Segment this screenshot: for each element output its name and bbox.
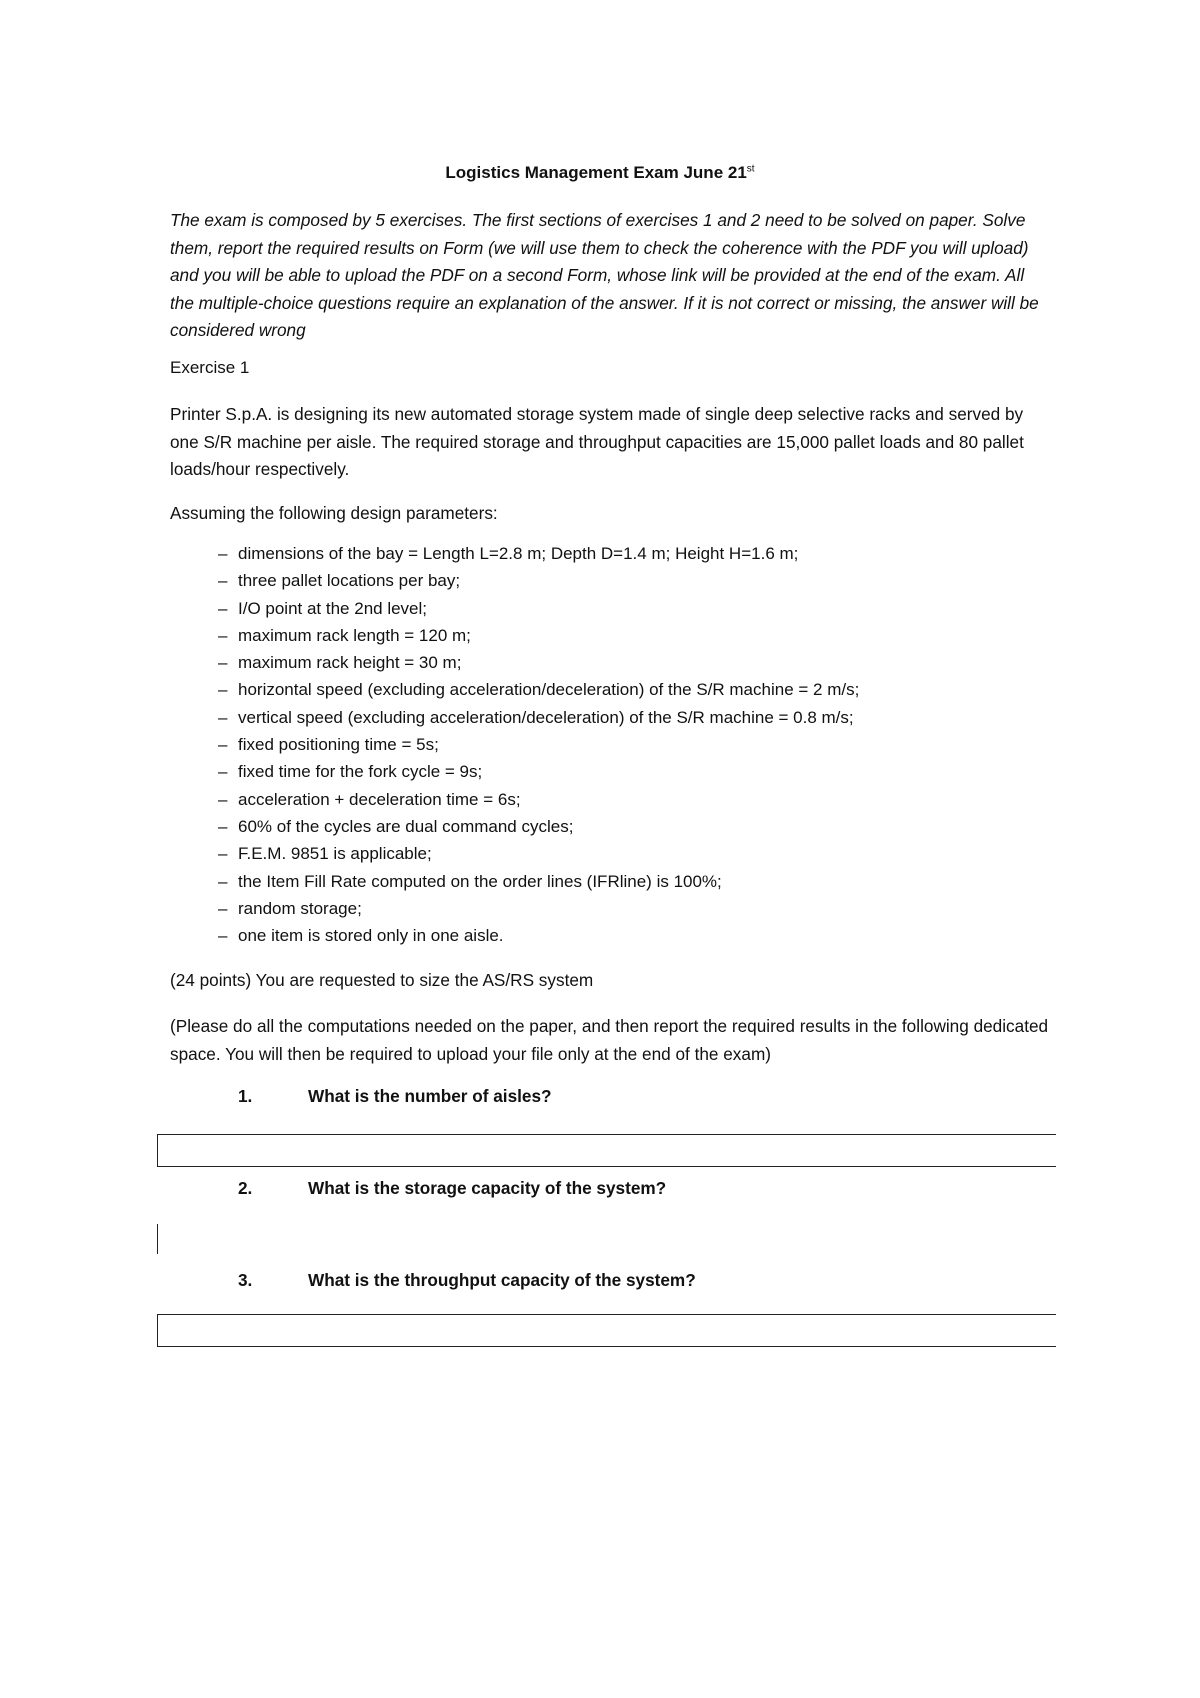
answer-field-1[interactable] xyxy=(157,1134,1056,1167)
dash-bullet: – xyxy=(218,544,228,563)
dash-bullet: – xyxy=(218,680,228,700)
dash-bullet: – xyxy=(218,871,228,891)
list-item: – one item is stored only in one aisle. xyxy=(170,922,1070,949)
answer-field-3[interactable] xyxy=(157,1314,1056,1347)
list-item: – acceleration + deceleration time = 6s; xyxy=(170,786,1070,813)
list-item: – maximum rack length = 120 m; xyxy=(170,622,1070,649)
list-item: – the Item Fill Rate computed on the order lines (IFRline) is 100%; xyxy=(170,868,1070,895)
scenario-paragraph: Printer S.p.A. is designing its new automated storage system made of single deep selective racks and served by one S/R machine per aisle. The required storage and throughput capacities are 15,000 pallet loads and 80 pallet loads/hour respectively. xyxy=(170,404,1024,479)
document-title: Logistics Management Exam June 21st xyxy=(445,163,755,182)
question-text: What is the throughput capacity of the system? xyxy=(308,1270,696,1290)
assumption-intro: Assuming the following design parameters: xyxy=(170,503,498,523)
dash-bullet: – xyxy=(218,789,228,809)
dash-bullet: – xyxy=(218,598,228,618)
list-item: – I/O point at the 2nd level; xyxy=(170,595,1070,622)
question-number: 2. xyxy=(238,1178,253,1198)
title-superscript: st xyxy=(746,163,755,175)
answer-field-2-edge[interactable] xyxy=(157,1224,158,1254)
list-item: – dimensions of the bay = Length L=2.8 m; Depth D=1.4 m; Height H=1.6 m; xyxy=(170,540,1070,567)
dash-bullet: – xyxy=(218,926,228,946)
dash-bullet: – xyxy=(218,707,228,727)
list-item: – fixed time for the fork cycle = 9s; xyxy=(170,758,1070,785)
list-item: – vertical speed (excluding acceleration/deceleration) of the S/R machine = 0.8 m/s; xyxy=(170,704,1070,731)
dash-bullet: – xyxy=(218,898,228,918)
dash-bullet: – xyxy=(218,735,228,755)
dash-bullet: – xyxy=(218,625,228,645)
dash-bullet: – xyxy=(218,844,228,864)
intro-paragraph: The exam is composed by 5 exercises. The first sections of exercises 1 and 2 need to be solved on paper. Solve them, report the required results on Form (we will use them to check the coherence with the PDF you will upload) and you will be able to upload the PDF on a second Form, whose link will be provided at the end of the exam. All the multiple-choice questions require an explanation of the answer. If it is not correct or missing, the answer will be considered wrong xyxy=(170,210,1039,340)
question-text: What is the number of aisles? xyxy=(308,1086,552,1106)
question-number: 1. xyxy=(238,1086,253,1106)
list-item: – maximum rack height = 30 m; xyxy=(170,649,1070,676)
question-1 xyxy=(238,1086,552,1107)
dash-bullet: – xyxy=(218,816,228,836)
list-item: – 60% of the cycles are dual command cycles; xyxy=(170,813,1070,840)
list-item: – three pallet locations per bay; xyxy=(170,567,1070,594)
dash-bullet: – xyxy=(218,762,228,782)
dash-bullet: – xyxy=(218,571,228,591)
request-line: (24 points) You are requested to size the AS/RS system xyxy=(170,970,594,990)
exercise-heading: Exercise 1 xyxy=(170,358,250,377)
question-number: 3. xyxy=(238,1270,253,1290)
list-item: – fixed positioning time = 5s; xyxy=(170,731,1070,758)
question-text: What is the storage capacity of the system? xyxy=(308,1178,667,1198)
parameter-list xyxy=(170,540,1070,949)
question-2 xyxy=(238,1178,666,1199)
list-item: – horizontal speed (excluding acceleration/deceleration) of the S/R machine = 2 m/s; xyxy=(170,676,1070,703)
list-item: – F.E.M. 9851 is applicable; xyxy=(170,840,1070,867)
question-3 xyxy=(238,1270,696,1291)
instructions-note: (Please do all the computations needed on the paper, and then report the required results in the following dedicated space. You will then be required to upload your file only at the end of the exam) xyxy=(170,1016,1049,1064)
list-item: – random storage; xyxy=(170,895,1070,922)
dash-bullet: – xyxy=(218,653,228,673)
